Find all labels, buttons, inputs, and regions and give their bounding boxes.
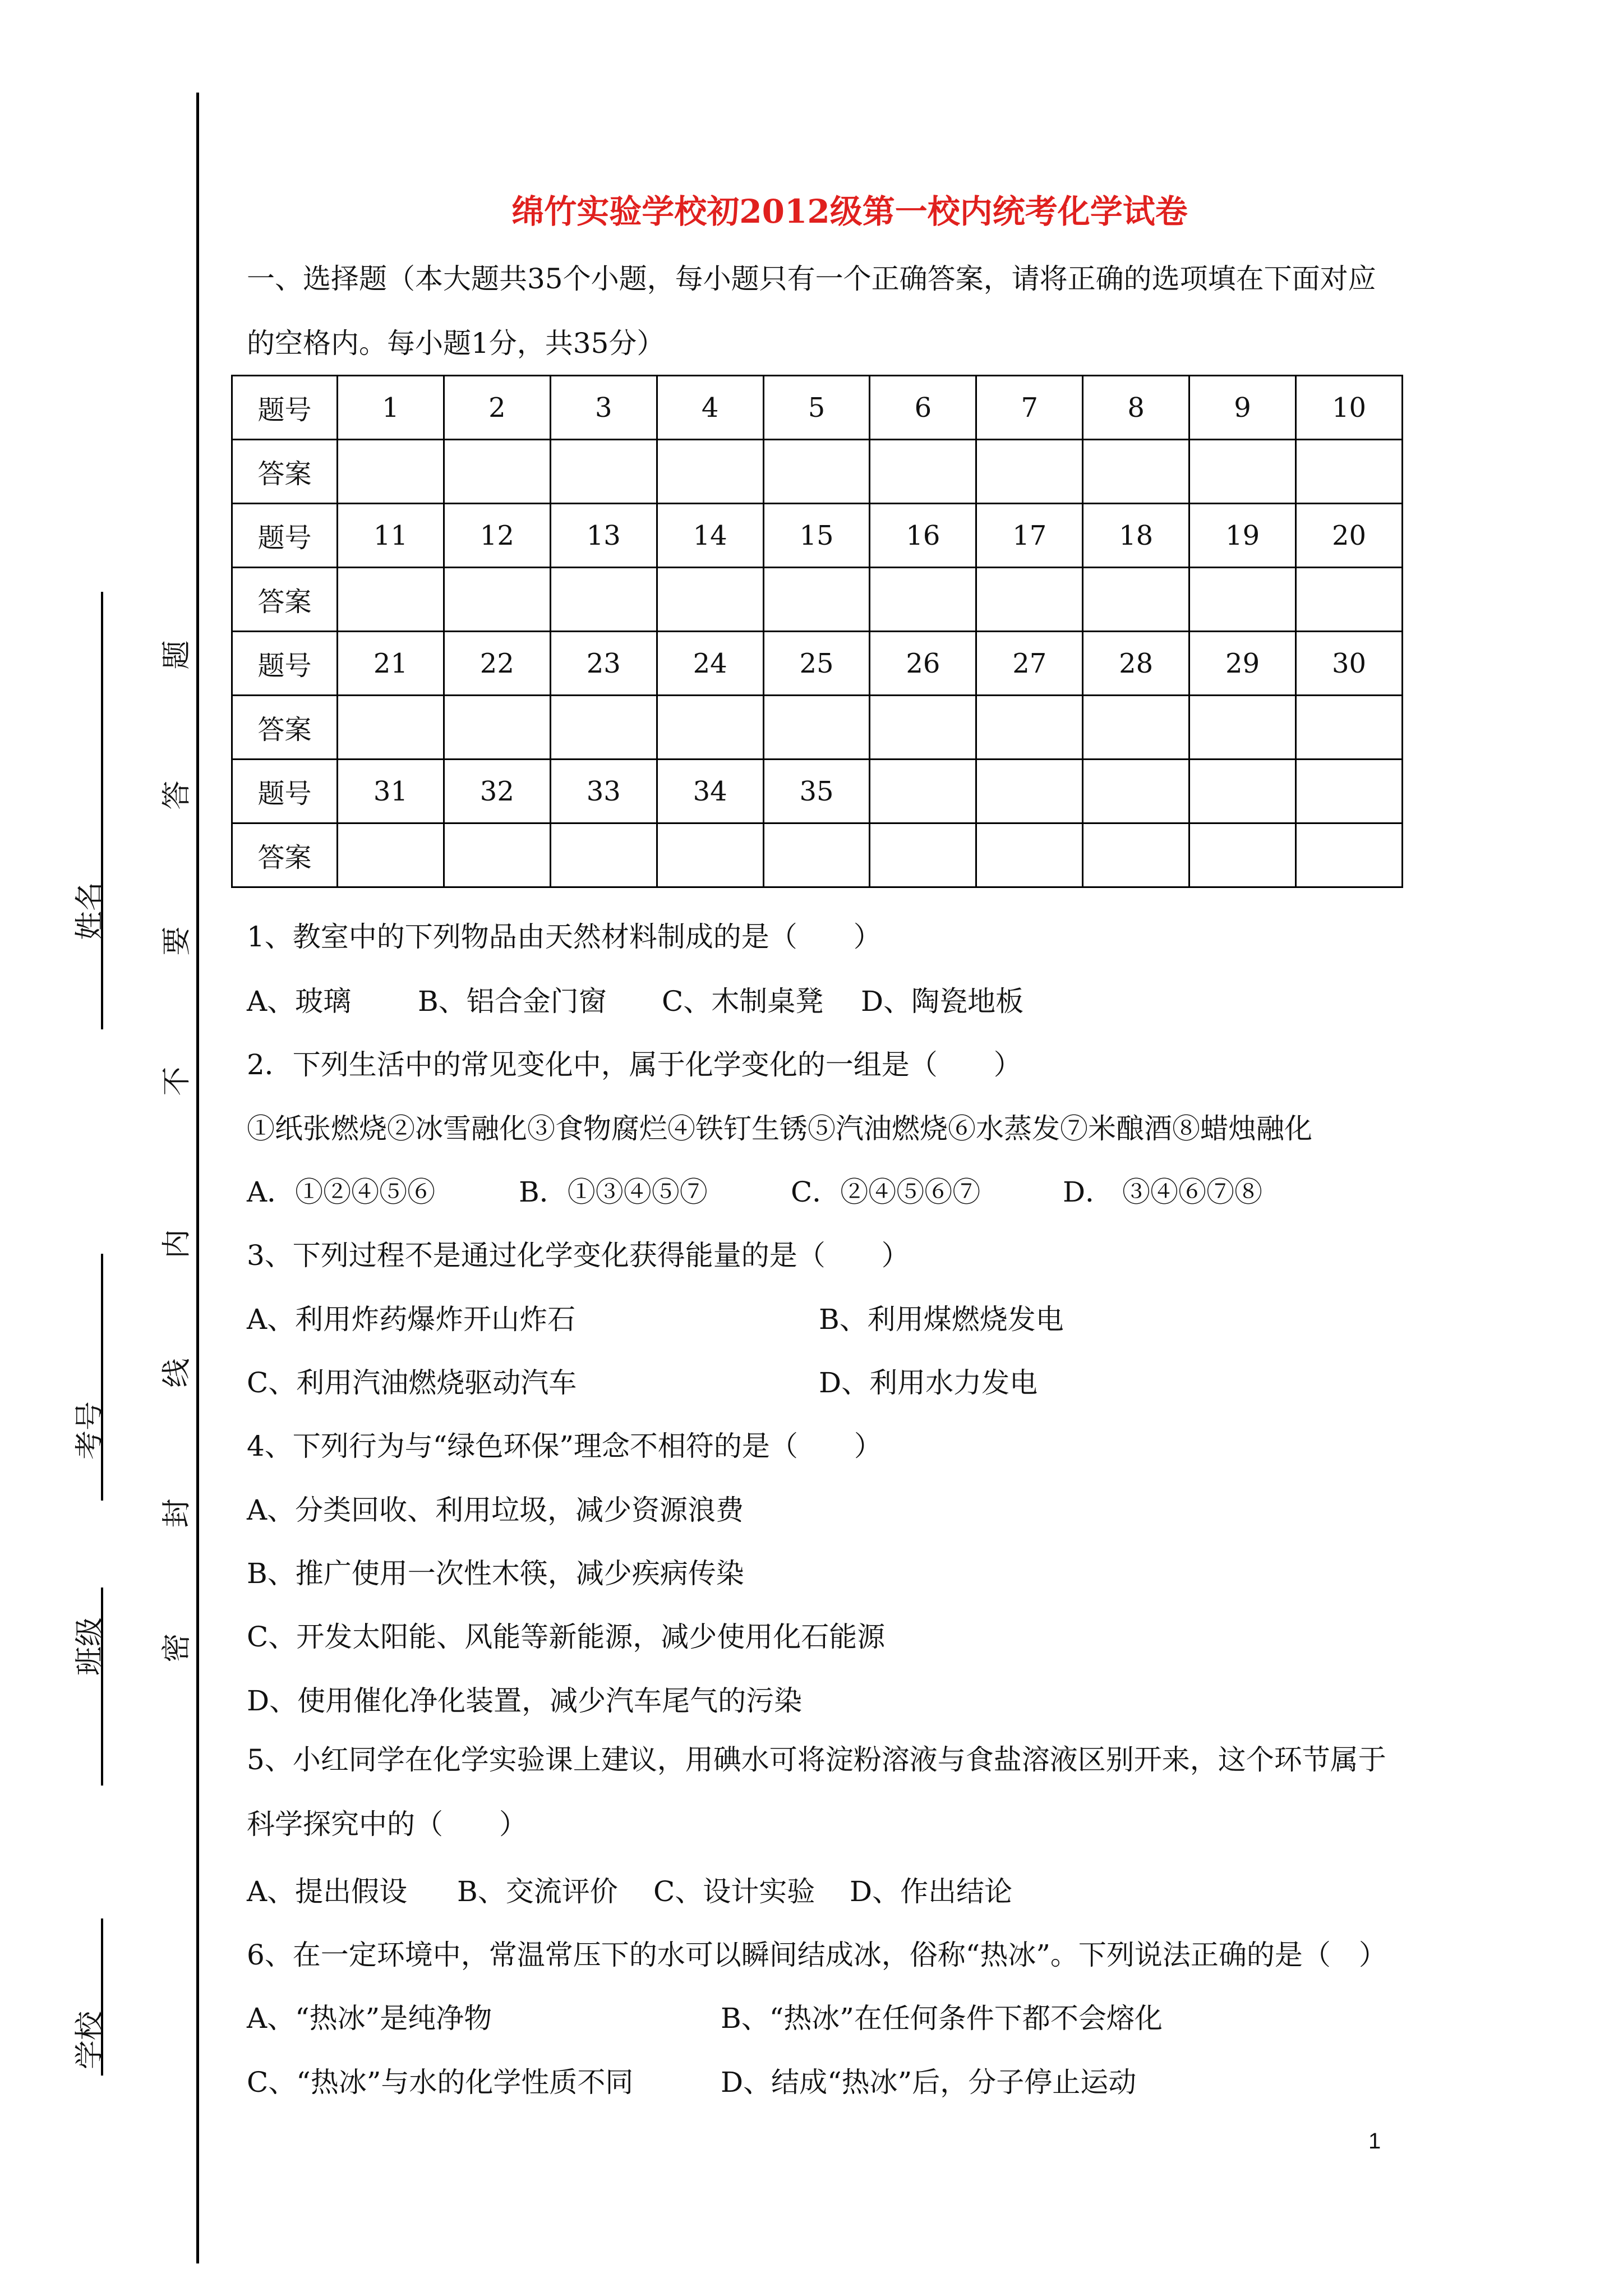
question-number-cell: 11 <box>338 504 444 568</box>
answer-cell[interactable] <box>1189 696 1296 760</box>
table-row <box>232 440 1403 504</box>
question-number-cell <box>1296 760 1403 823</box>
question-number-cell: 34 <box>657 760 763 823</box>
question-number-cell: 8 <box>1083 376 1189 440</box>
question-number-cell: 3 <box>550 376 657 440</box>
seal-char-ti: 题 <box>160 640 194 670</box>
number-label-cell: 题号 <box>232 632 338 696</box>
question-3-option-c[interactable]: C、利用汽油燃烧驱动汽车 <box>247 1366 577 1399</box>
table-row <box>232 823 1403 887</box>
question-2-stem: 2．下列生活中的常见变化中，属于化学变化的一组是（ ） <box>247 1048 1022 1081</box>
question-1-stem: 1、教室中的下列物品由天然材料制成的是（ ） <box>247 921 882 953</box>
question-number-cell <box>1189 760 1296 823</box>
name-field[interactable] <box>59 592 115 1029</box>
binding-line <box>196 93 199 2263</box>
name-underline <box>101 592 103 1029</box>
question-number-cell: 26 <box>870 632 976 696</box>
answer-cell[interactable] <box>763 696 870 760</box>
seal-char-feng: 封 <box>160 1498 194 1528</box>
number-label-cell: 题号 <box>232 504 338 568</box>
answer-cell[interactable] <box>976 440 1083 504</box>
exam-no-underline <box>101 1254 103 1501</box>
question-number-cell: 4 <box>657 376 763 440</box>
question-number-cell: 35 <box>763 760 870 823</box>
question-number-cell: 32 <box>444 760 550 823</box>
question-4-option-a[interactable]: A、分类回收、利用垃圾，减少资源浪费 <box>247 1494 744 1526</box>
page-number: 1 <box>1368 2129 1381 2154</box>
question-1-option-a[interactable]: A、玻璃 <box>247 985 352 1018</box>
answer-cell[interactable] <box>550 568 657 632</box>
question-number-cell: 7 <box>976 376 1083 440</box>
answer-cell[interactable] <box>976 823 1083 887</box>
question-number-cell: 20 <box>1296 504 1403 568</box>
question-number-cell: 17 <box>976 504 1083 568</box>
question-3-option-a[interactable]: A、利用炸药爆炸开山炸石 <box>247 1303 576 1336</box>
question-2-option-a[interactable]: A．①②④⑤⑥ <box>247 1176 436 1208</box>
question-number-cell: 9 <box>1189 376 1296 440</box>
answer-cell[interactable] <box>870 568 976 632</box>
question-number-cell: 30 <box>1296 632 1403 696</box>
class-label: 班级 <box>73 1617 107 1676</box>
question-number-cell: 25 <box>763 632 870 696</box>
answer-cell[interactable] <box>1083 696 1189 760</box>
question-number-cell: 27 <box>976 632 1083 696</box>
question-6-option-a[interactable]: A、“热冰”是纯净物 <box>247 2002 492 2035</box>
question-number-cell <box>1083 760 1189 823</box>
number-label-cell: 题号 <box>232 760 338 823</box>
answer-cell[interactable] <box>338 823 444 887</box>
question-number-cell: 13 <box>550 504 657 568</box>
question-number-cell: 33 <box>550 760 657 823</box>
question-number-cell: 1 <box>338 376 444 440</box>
answer-cell[interactable] <box>338 440 444 504</box>
question-3-option-d[interactable]: D、利用水力发电 <box>819 1366 1038 1399</box>
answer-cell[interactable] <box>657 696 763 760</box>
answer-cell[interactable] <box>976 568 1083 632</box>
answer-cell[interactable] <box>763 440 870 504</box>
question-1-option-d[interactable]: D、陶瓷地板 <box>861 985 1024 1018</box>
question-number-cell <box>870 760 976 823</box>
section-instructions: 一、选择题（本大题共35个小题，每小题只有一个正确答案，请将正确的选项填在下面对应的空格内。每小题1分，共35分） <box>247 263 1376 360</box>
answer-label-cell: 答案 <box>232 440 338 504</box>
question-number-cell: 18 <box>1083 504 1189 568</box>
seal-char-nei: 内 <box>160 1229 194 1259</box>
question-number-cell: 5 <box>763 376 870 440</box>
question-number-cell: 16 <box>870 504 976 568</box>
answer-cell[interactable] <box>338 696 444 760</box>
table-row <box>232 376 1403 440</box>
question-5-option-a[interactable]: A、提出假设 <box>247 1875 408 1908</box>
answer-cell[interactable] <box>1189 568 1296 632</box>
question-4-option-d[interactable]: D、使用催化净化装置，减少汽车尾气的污染 <box>247 1685 803 1717</box>
question-6-option-b[interactable]: B、“热冰”在任何条件下都不会熔化 <box>721 2002 1163 2035</box>
seal-char-xian: 线 <box>160 1358 194 1388</box>
seal-char-mi: 密 <box>160 1633 194 1663</box>
answer-cell[interactable] <box>1296 440 1403 504</box>
question-6-stem: 6、在一定环境中，常温常压下的水可以瞬间结成冰，俗称“热冰”。下列说法正确的是（ ） <box>247 1939 1387 1971</box>
answer-cell[interactable] <box>870 696 976 760</box>
question-number-cell: 22 <box>444 632 550 696</box>
answer-cell[interactable] <box>657 440 763 504</box>
question-2-option-b[interactable]: B．①③④⑤⑦ <box>519 1176 708 1208</box>
question-4-option-c[interactable]: C、开发太阳能、风能等新能源，减少使用化石能源 <box>247 1621 886 1653</box>
question-number-cell: 6 <box>870 376 976 440</box>
question-1-option-c[interactable]: C、木制桌凳 <box>662 985 824 1018</box>
school-field[interactable] <box>59 1840 115 2076</box>
table-row <box>232 696 1403 760</box>
answer-cell[interactable] <box>657 568 763 632</box>
answer-label-cell: 答案 <box>232 696 338 760</box>
question-5-option-d[interactable]: D、作出结论 <box>850 1875 1013 1908</box>
answer-cell[interactable] <box>870 823 976 887</box>
question-6-option-d[interactable]: D、结成“热冰”后，分子停止运动 <box>721 2066 1137 2099</box>
table-row <box>232 568 1403 632</box>
answer-cell[interactable] <box>444 440 550 504</box>
question-number-cell: 29 <box>1189 632 1296 696</box>
question-number-cell: 14 <box>657 504 763 568</box>
table-row <box>232 504 1403 568</box>
answer-cell[interactable] <box>1296 568 1403 632</box>
answer-cell[interactable] <box>976 696 1083 760</box>
answer-cell[interactable] <box>763 823 870 887</box>
question-2-option-c[interactable]: C．②④⑤⑥⑦ <box>791 1176 981 1208</box>
answer-cell[interactable] <box>444 823 550 887</box>
answer-cell[interactable] <box>550 823 657 887</box>
exam-no-field[interactable] <box>59 1254 115 1534</box>
number-label-cell: 题号 <box>232 376 338 440</box>
answer-cell[interactable] <box>1083 568 1189 632</box>
answer-cell[interactable] <box>550 696 657 760</box>
question-number-cell: 15 <box>763 504 870 568</box>
question-5-option-c[interactable]: C、设计实验 <box>653 1875 815 1908</box>
seal-char-da: 答 <box>160 780 194 810</box>
question-number-cell: 2 <box>444 376 550 440</box>
answer-cell[interactable] <box>1083 823 1189 887</box>
question-3-option-b[interactable]: B、利用煤燃烧发电 <box>819 1303 1064 1336</box>
answer-cell[interactable] <box>444 568 550 632</box>
answer-cell[interactable] <box>763 568 870 632</box>
answer-cell[interactable] <box>657 823 763 887</box>
exam-no-label: 考号 <box>73 1401 107 1460</box>
question-2-option-d[interactable]: D． ③④⑥⑦⑧ <box>1063 1176 1262 1208</box>
answer-cell[interactable] <box>550 440 657 504</box>
table-row <box>232 632 1403 696</box>
answer-cell[interactable] <box>338 568 444 632</box>
question-number-cell: 12 <box>444 504 550 568</box>
question-4-option-b[interactable]: B、推广使用一次性木筷，减少疾病传染 <box>247 1557 744 1590</box>
answer-cell[interactable] <box>1296 696 1403 760</box>
school-label: 学校 <box>73 2010 107 2070</box>
question-number-cell: 21 <box>338 632 444 696</box>
answer-label-cell: 答案 <box>232 823 338 887</box>
question-number-cell: 28 <box>1083 632 1189 696</box>
table-row <box>232 760 1403 823</box>
question-3-stem: 3、下列过程不是通过化学变化获得能量的是（ ） <box>247 1239 910 1272</box>
question-6-option-c[interactable]: C、“热冰”与水的化学性质不同 <box>247 2066 634 2099</box>
seal-char-yao: 要 <box>160 926 194 956</box>
question-number-cell: 19 <box>1189 504 1296 568</box>
seal-char-bu: 不 <box>160 1066 194 1096</box>
question-number-cell: 24 <box>657 632 763 696</box>
exam-title: 绵竹实验学校初2012级第一校内统考化学试卷 <box>511 192 1188 231</box>
answer-cell[interactable] <box>870 440 976 504</box>
question-5-option-b[interactable]: B、交流评价 <box>457 1875 618 1908</box>
question-number-cell: 10 <box>1296 376 1403 440</box>
name-label: 姓名 <box>73 882 107 941</box>
answer-cell[interactable] <box>1189 823 1296 887</box>
answer-table <box>231 375 1403 888</box>
question-4-stem: 4、下列行为与“绿色环保”理念不相符的是（ ） <box>247 1430 882 1462</box>
question-number-cell: 23 <box>550 632 657 696</box>
question-number-cell: 31 <box>338 760 444 823</box>
answer-cell[interactable] <box>1083 440 1189 504</box>
question-1-option-b[interactable]: B、铝合金门窗 <box>418 985 607 1018</box>
question-number-cell <box>976 760 1083 823</box>
answer-label-cell: 答案 <box>232 568 338 632</box>
answer-cell[interactable] <box>1296 823 1403 887</box>
answer-cell[interactable] <box>444 696 550 760</box>
question-2-items: ①纸张燃烧②冰雪融化③食物腐烂④铁钉生锈⑤汽油燃烧⑥水蒸发⑦米酿酒⑧蜡烛融化 <box>247 1112 1312 1145</box>
question-5-stem: 5、小红同学在化学实验课上建议，用碘水可将淀粉溶液与食盐溶液区别开来，这个环节属于科学探究中的（ ） <box>247 1743 1386 1841</box>
answer-cell[interactable] <box>1189 440 1296 504</box>
